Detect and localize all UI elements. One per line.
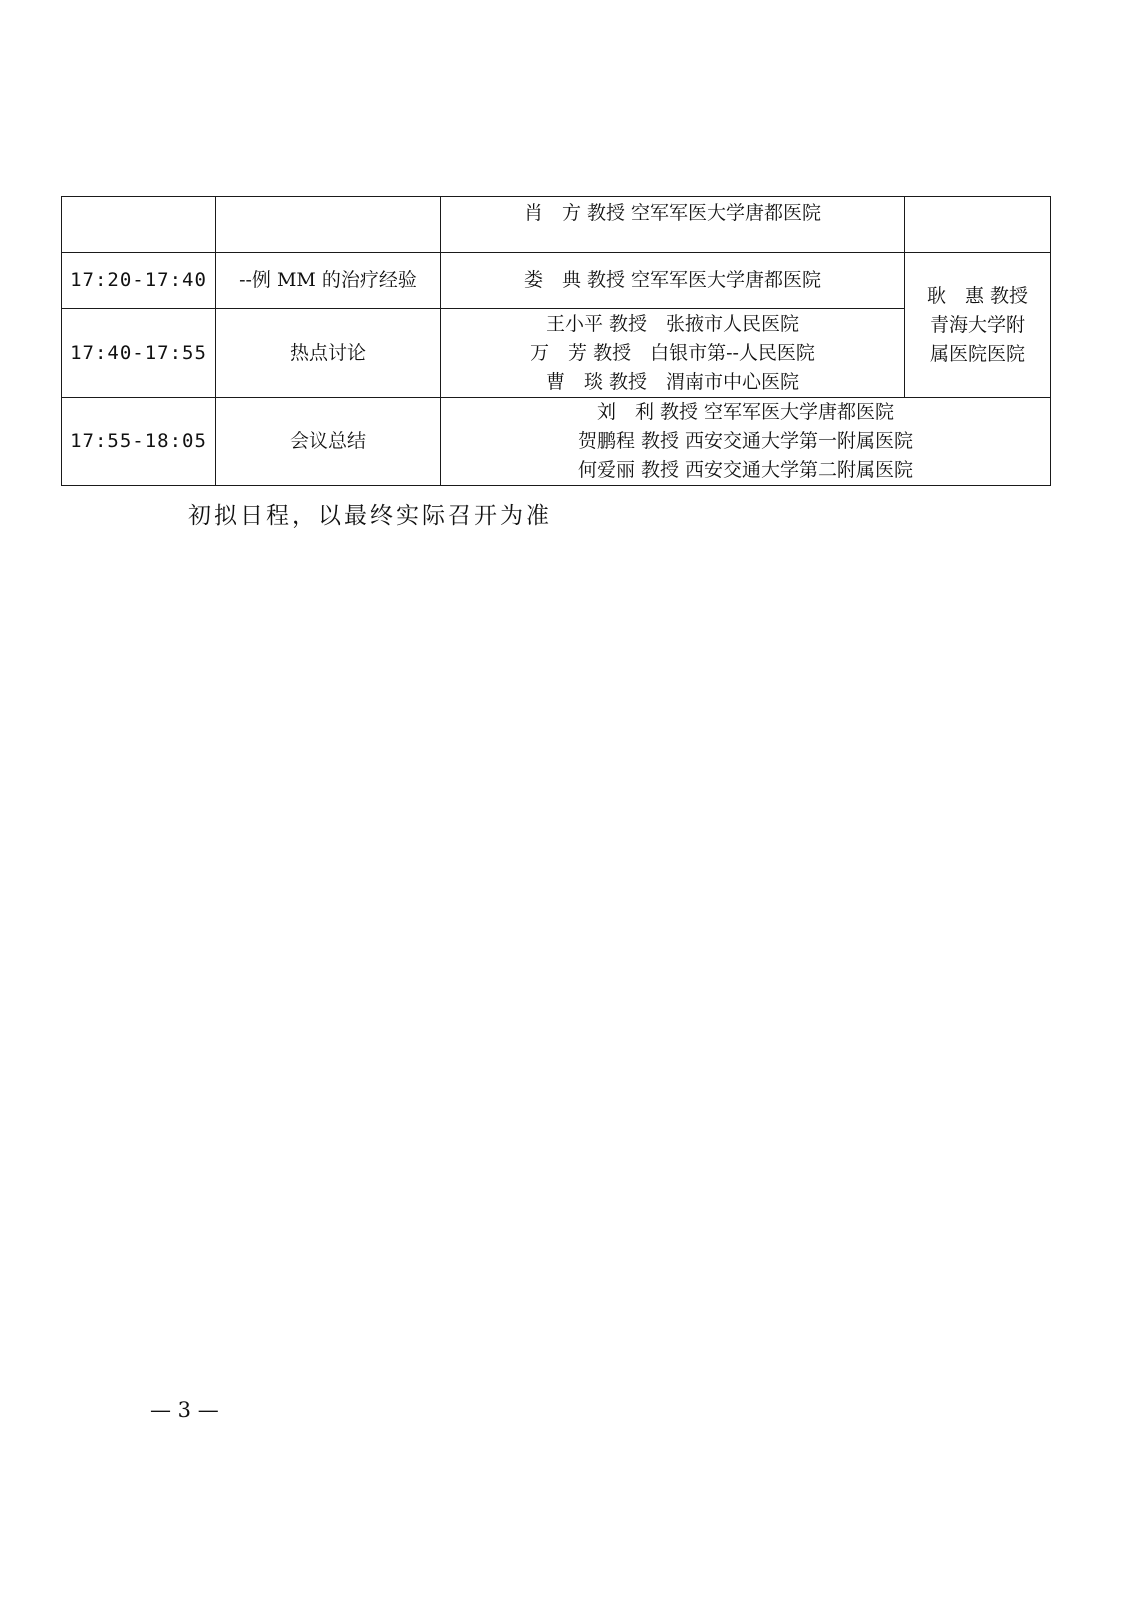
speaker-line: 肖 方 教授 空军军医大学唐都医院	[523, 202, 822, 224]
topic-cell	[216, 197, 441, 253]
speaker-line: 贺鹏程 教授 西安交通大学第一附属医院	[577, 430, 914, 452]
host-line: 属医院医院	[929, 342, 1025, 365]
host-line: 青海大学附	[929, 313, 1025, 336]
schedule-note: 初拟日程，以最终实际召开为准	[188, 503, 552, 529]
speaker-line: 娄 典 教授 空军军医大学唐都医院	[523, 269, 822, 291]
time-cell: 17:40-17:55	[62, 309, 216, 398]
speaker-cell	[441, 309, 905, 398]
time-cell: 17:20-17:40	[62, 253, 216, 309]
speaker-line: 何爱丽 教授 西安交通大学第二附属医院	[577, 459, 914, 481]
speaker-line: 王小平 教授 张掖市人民医院	[545, 312, 800, 335]
topic-cell: --例 MM 的治疗经验	[216, 253, 441, 309]
table-row	[62, 309, 1051, 398]
topic-cell: 热点讨论	[216, 309, 441, 398]
schedule-table	[61, 196, 1051, 486]
time-cell: 17:55-18:05	[62, 398, 216, 486]
time-cell	[62, 197, 216, 253]
host-line: 耿 惠 教授	[926, 284, 1029, 307]
host-cell	[905, 253, 1051, 398]
speaker-line: 万 芳 教授 白银市第--人民医院	[530, 341, 815, 364]
table-row	[62, 253, 1051, 309]
table-row	[62, 398, 1051, 486]
topic-cell: 会议总结	[216, 398, 441, 486]
speaker-cell	[441, 398, 1051, 486]
table-row	[62, 197, 1051, 253]
speaker-cell	[441, 253, 905, 309]
speaker-line: 曹 琰 教授 渭南市中心医院	[545, 370, 800, 393]
speaker-line: 刘 利 教授 空军军医大学唐都医院	[596, 401, 895, 423]
speaker-cell	[441, 197, 905, 253]
page-number: — 3 —	[150, 1398, 219, 1422]
blank-cell	[905, 197, 1051, 253]
